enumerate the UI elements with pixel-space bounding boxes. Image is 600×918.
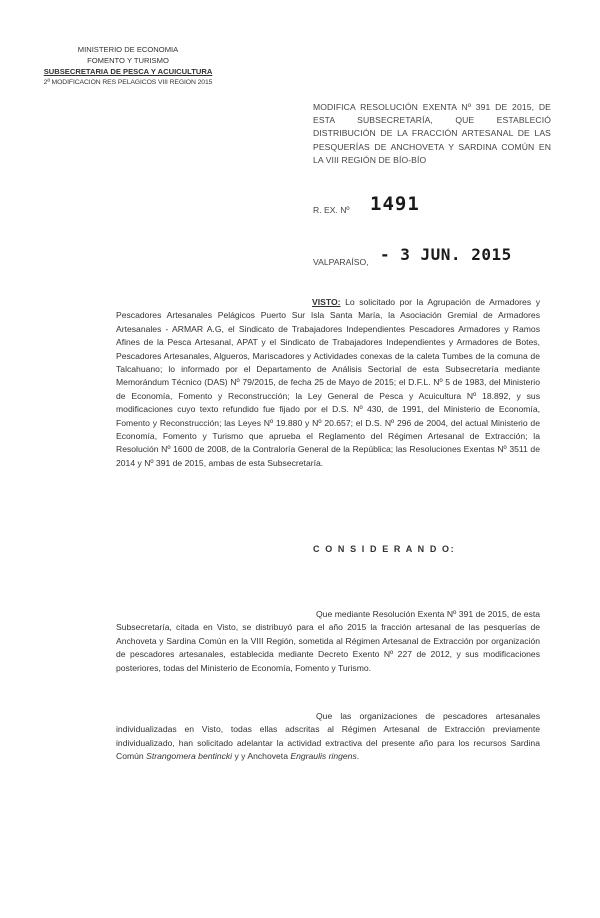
considerando-p2-text: Que las organizaciones de pescadores artesanales individualizadas en Visto, todas ellas adscritas al Régimen Artesanal de Extracción previamente individualizado, han solicitado adelantar la actividad extractiva del presente año para los recursos Sardina Común — [116, 711, 540, 762]
ministry-header — [22, 44, 234, 88]
visto-paragraph — [116, 296, 540, 470]
species-anchoveta: Engraulis ringens — [290, 751, 357, 762]
subsecretary-name: SUBSECRETARIA DE PESCA Y ACUICULTURA — [43, 67, 213, 76]
resolution-label: R. EX. Nº — [313, 205, 350, 215]
resolution-number: 1491 — [370, 193, 420, 215]
considerando-paragraph-2 — [116, 710, 540, 764]
considerando-p2-end: . — [356, 751, 360, 762]
document-code: 2ª MODIFICACION RES PELAGICOS VIII REGION 2015 — [43, 79, 213, 86]
resolution-reference: MODIFICA RESOLUCIÓN EXENTA Nº 391 DE 2015, DE ESTA SUBSECRETARÍA, QUE ESTABLECIÓ DISTRIBUCIÓN DE LA FRACCIÓN ARTESANAL DE LAS PESQUERÍAS DE ANCHOVETA Y SARDINA COMÚN EN LA VIII REGIÓN DE BÍO-BÍO — [313, 102, 551, 165]
considerando-paragraph-1 — [116, 608, 540, 675]
place-label: VALPARAÍSO, — [313, 257, 369, 267]
visto-text: Lo solicitado por la Agrupación de Armadores y Pescadores Artesanales Pelágicos Puerto Sur Isla Santa María, la Asociación Gremial de Armadores Artesanales - ARMAR A.G, el Sindicato de Trabajadores Independientes Pescadores Armadores y Ramos Afines de la Pesca Artesanal, APAT y el Sindicato de Trabajadores Independientes y Armadores de Botes, Pescadores Artesanales, Algueros, Mariscadores y Actividades conexas de la caleta Tumbes de la comuna de Talcahuano; lo informado por el Departamento de Análisis Sectorial de esta Subsecretaría mediante Memorándum Técnico (DAS) Nº 79/2015, de fecha 25 de Mayo de 2015; el D.F.L. Nº 5 de 1983, del Ministerio de Economía, Fomento y Reconstrucción; la Ley General de Pesca y Acuicultura Nº 18.892, y sus modificaciones cuyo texto refundido fue fijado por el D.S. Nº 430, de 1991, del Ministerio de Economía, Fomento y Reconstrucción; las Leyes Nº 19.880 y Nº 20.657; el D.S. Nº 296 de 2004, del actual Ministerio de Economía, Fomento y Turismo que aprueba el Reglamento del Régimen Artesanal de Extracción; la Resolución Nº 1600 de 2008, de la Contraloría General de la República; las Resoluciones Exentas Nº 3511 de 2014 y Nº 391 de 2015, ambas de esta Subsecretaría. — [116, 297, 540, 468]
considerando-p1-text: Que mediante Resolución Exenta Nº 391 de 2015, de esta Subsecretaría, citada en Visto, se distribuyó para el año 2015 la fracción artesanal de las pesquerías de Anchoveta y Sardina Común en la VIII Región, sometida al Régimen Artesanal de Extracción por organización de pescadores artesanales, establecida mediante Decreto Exento Nº 227 de 2012, y sus modificaciones posteriores, todas del Ministerio de Economía, Fomento y Turismo. — [116, 609, 540, 673]
considerando-p2-mid: y y Anchoveta — [232, 751, 291, 762]
visto-label: VISTO: — [312, 297, 341, 307]
species-sardina: Strangomera bentincki — [146, 751, 233, 762]
ministry-name: MINISTERIO DE ECONOMIA — [77, 45, 179, 54]
ministry-subname: FOMENTO Y TURISMO — [87, 56, 169, 65]
date-stamp: - 3 JUN. 2015 — [380, 245, 512, 264]
considerando-heading: C O N S I D E R A N D O: — [313, 544, 456, 554]
